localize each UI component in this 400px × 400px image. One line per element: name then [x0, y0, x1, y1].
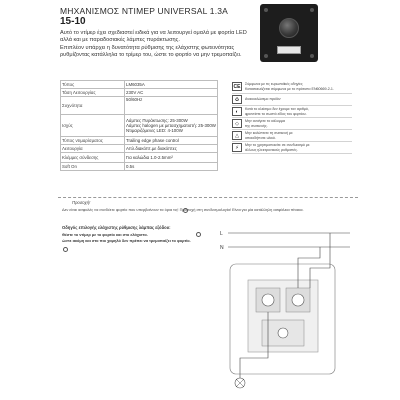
steps-line-2: ώστε ακόμη και στο πιο χαμηλό δεν πρέπει να τρεμοπαίζει το φορτίο.: [62, 238, 191, 243]
section-divider: [58, 197, 358, 198]
feature-text: Μην καλύπτετε τη συσκευή με οποιοδήποτε υλικό.: [245, 131, 293, 140]
ce-mark-icon: CE: [233, 84, 241, 90]
table-row: [61, 89, 218, 97]
intro-line-2: αλλά και με παραδοσιακές λάμπες πυράκτωσης.: [60, 37, 180, 43]
feature-text: Σύμφωνα με τις ευρωπαϊκές οδηγίες Κατασκευάζεται σύμφωνα με το πρότυπο EN60669-2-1.: [245, 82, 334, 91]
table-row: [61, 153, 218, 163]
screw-icon: [264, 54, 268, 58]
table-row: [61, 163, 218, 171]
spec-key: Ισχύς: [61, 115, 125, 137]
knob-icon: [183, 208, 188, 213]
spec-key: Κλέμμες σύνδεσης: [61, 153, 125, 163]
device-label: [277, 46, 301, 54]
steps-line-1: Θέστε το ντίμερ με το φορτίο και στο ελάχιστο.: [62, 232, 148, 237]
wiring-diagram: [200, 228, 360, 393]
list-item: [232, 106, 352, 118]
intro-line-1: Αυτό το ντίμερ έχει σχεδιαστεί ειδικά για να λειτουργεί ομαλά με φορτία LED: [60, 30, 247, 36]
spec-value: 0.5s: [125, 163, 218, 171]
feature-text: Ανακυκλώσιμο προϊόν: [245, 97, 281, 102]
spec-table: [60, 80, 218, 171]
steps-title: Οδηγός επιλογής ελάχιστης ρύθμισης λάμπας εξόδου:: [62, 225, 171, 230]
model-number: 15-10: [60, 16, 86, 27]
table-row: [61, 97, 218, 115]
screw-icon: [310, 54, 314, 58]
list-item: [232, 130, 352, 142]
table-row: [61, 145, 218, 153]
spec-value: Trailing edge phase control: [125, 137, 218, 145]
spec-key: Soft On: [61, 163, 125, 171]
dimmer-knob-icon: [279, 18, 299, 38]
intro-line-3: Επιπλέον υπάρχει η δυνατότητα ρύθμισης της ελάχιστης φωτεινότητας: [60, 45, 235, 51]
spec-key: Τάση Λειτουργίας: [61, 89, 125, 97]
terminal-screw-icon: [292, 294, 304, 306]
spec-key: Συχνότητα: [61, 97, 125, 115]
knob-min-icon: [63, 247, 68, 252]
spec-value: Για καλώδια 1.0-2.5mm²: [125, 153, 218, 163]
screw-icon: [310, 8, 314, 12]
warning-icon: △: [232, 131, 242, 140]
screw-icon: [264, 8, 268, 12]
table-row: [61, 115, 218, 137]
feature-text: Μην ανοίγετε το κάλυμμα της συσκευής.: [245, 119, 285, 128]
trimmer-icon: [278, 328, 288, 338]
dimmer-product-image: [260, 4, 318, 62]
intro-line-4: ρυθμίζοντας κατάλληλα το τρίμερ του, ώστε το φορτίο να μην τρεμοπαίζει.: [60, 52, 242, 58]
spec-value: 50/60Hz: [125, 97, 218, 115]
spec-key: Τύπος: [61, 81, 125, 89]
no-open-icon: ◇: [232, 119, 242, 128]
table-row: [61, 81, 218, 89]
page-title: ΜΗΧΑΝΙΣΜΟΣ ΝΤΙΜΕΡ UNIVERSAL 1.3A: [60, 6, 229, 16]
caution-text: Δεν είναι ασφαλές να συνδέετε φορτίο που υπερβαίνουν τα όρια τις! Προσοχή στη συνδεσμολογία! Είναι για μία κατάλληλη ασφάλεια πίνακα.: [62, 207, 304, 212]
list-item: [232, 118, 352, 130]
line-label: L: [220, 231, 223, 237]
list-item: [232, 80, 352, 94]
feature-list: [232, 80, 352, 154]
spec-value: Απλ.διακόπτ.με διακόπτες: [125, 145, 218, 153]
spec-value: LM6035A: [125, 81, 218, 89]
feature-text: Κατά το κλείσιμο δεν έχουμε τον αριθμό, φροντίστε το σωστό είδος του φορτίου.: [245, 107, 309, 116]
feature-text: Μην το χρησιμοποιείτε σε συνδυασμό με άλλους ηλεκτρονικούς ρυθμιστές.: [245, 143, 310, 152]
spec-key: Λειτουργία: [61, 145, 125, 153]
list-item: [232, 142, 352, 154]
recycle-icon: ♻: [232, 95, 242, 104]
neutral-label: N: [220, 245, 224, 251]
spec-value: 230V AC: [125, 89, 218, 97]
table-row: [61, 137, 218, 145]
electric-shock-icon: ⚡: [232, 143, 242, 152]
list-item: [232, 94, 352, 106]
terminal-screw-icon: [262, 294, 274, 306]
load-icon: ◐: [232, 107, 242, 116]
caution-title: Προσοχή!: [72, 200, 91, 205]
spec-key: Τύπος ντιμαρίσματος: [61, 137, 125, 145]
spec-value: Λάμπες Πυράκτωσης: 25-300W Λάμπες halogen με μετασχηματιστή: 25-300W Ντιμαριζόμενες LED: 4-100W: [125, 115, 218, 137]
